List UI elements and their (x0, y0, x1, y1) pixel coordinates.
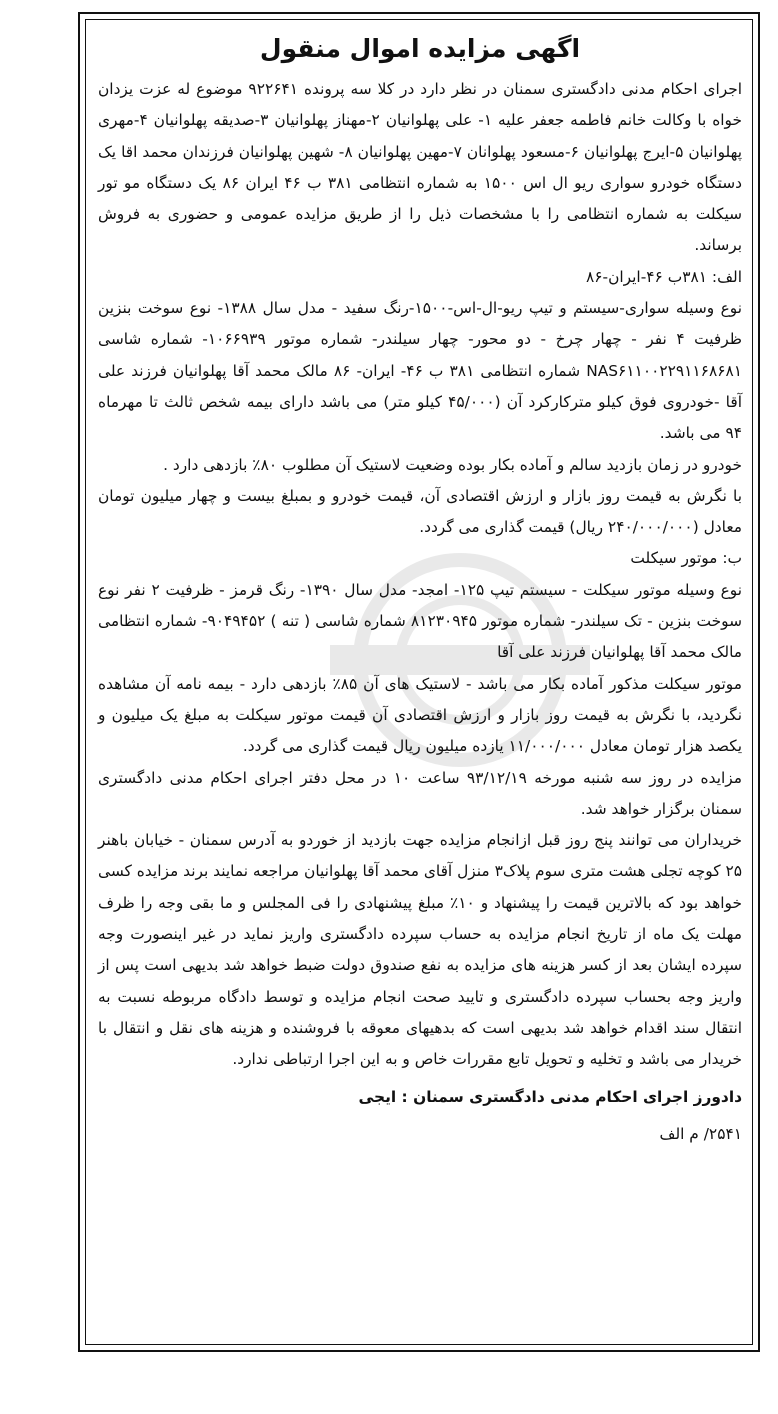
car-specs-paragraph: نوع وسیله سواری-سیستم و تیپ ریو-ال-اس-۱۵۰۰-رنگ سفید - مدل سال ۱۳۸۸- نوع سوخت بنزین ظرفیت ۴ نفر - چهار چرخ - دو محور- چهار سیلندر- شماره موتور ۱۰۶۶۹۳۹- شماره شاسی NAS۶۱۱۰۰۲۲۹۱۱۶۸۶۸۱ شماره انتظامی ۳۸۱ ب ۴۶- ایران- ۸۶ مالک محمد آقا پهلوانیان فرزند علی آقا -خودروی فوق کیلو مترکارکرد آن (۴۵/۰۰۰ کیلو متر) می باشد دارای بیمه شخص ثالث تا مهرماه ۹۴ می باشد. (98, 299, 743, 443)
car-condition-paragraph: خودرو در زمان بازدید سالم و آماده بکار بوده وضعیت لاستیک آن مطلوب ۸۰٪ بازدهی دارد . (163, 455, 742, 474)
auction-terms-paragraph: خریداران می توانند پنج روز قبل ازانجام مزایده جهت بازدید از خوردو به آدرس سمنان - خیابان باهنر ۲۵ کوچه تجلی هشت متری سوم پلاک۳ منزل آقای محمد آقا پهلوانیان مراجعه نمایند برند مزایده کسی خواهد بود که بالاترین قیمت را پیشنهاد و ۱۰٪ مبلغ پیشنهادی را فی المجلس و ما بقی وجه را ظرف مهلت یک ماه از تاریخ انجام مزایده به حساب سپرده دادگستری واریز نماید در غیر اینصورت وجه سپرده ایشان بعد از کسر هزینه های مزایده به نفع صندوق دولت ضبط خواهد شد بدیهی است پس از واریز وجه بحساب سپرده دادگستری و تایید صحت انجام مزایده و توسط دادگاه مربوطه نسبت به انتقال سند اقدام خواهد شد بدیهی است که بدهیهای معوقه با فروشنده و هزینه های نقل و انتقال با خریدار می باشد و تخلیه و تحویل تابع مقررات خاص و به این اجرا ارتباطی ندارد. (98, 831, 743, 1069)
reference-number: ۲۵۴۱/ م الف (659, 1124, 742, 1143)
notice-title: اگهی مزایده اموال منقول (259, 34, 581, 63)
motorcycle-price-paragraph: موتور سیکلت مذکور آماده بکار می باشد - لاستیک های آن ۸۵٪ بازدهی دارد - بیمه نامه آن مشاهده نگردید، با نگرش به قیمت روز بازار و ارزش اقتصادی آن قیمت موتور سیکلت به مبلغ یک میلیون و یکصد هزار تومان معادل ۱۱/۰۰۰/۰۰۰ یازده میلیون ریال قیمت گذاری می گردد. (98, 674, 742, 756)
item-a-heading: الف: ۳۸۱ب ۴۶-ایران-۸۶ (585, 267, 742, 286)
item-b-heading: ب: موتور سیکلت (630, 549, 742, 568)
notice-content (98, 30, 742, 1150)
motorcycle-specs-paragraph: نوع وسیله موتور سیکلت - سیستم تیپ ۱۲۵- امجد- مدل سال ۱۳۹۰- رنگ قرمز - ظرفیت ۲ نفر نوع سوخت بنزین - تک سیلندر- شماره موتور ۸۱۲۳۰۹۴۵ شماره شاسی ( تنه ) ۹۰۴۹۴۵۲- شماره انتظامی مالک محمد آقا پهلوانیان فرزند علی آقا (98, 580, 743, 662)
signature: دادورز اجرای احکام مدنی دادگستری سمنان : ایجی (358, 1087, 742, 1106)
auction-date-paragraph: مزایده در روز سه شنبه مورخه ۹۳/۱۲/۱۹ ساعت ۱۰ در محل دفتر اجرای احکام مدنی دادگستری سمنان برگزار خواهد شد. (98, 768, 742, 818)
intro-paragraph: اجرای احکام مدنی دادگستری سمنان در نظر دارد در کلا سه پرونده ۹۲۲۶۴۱ موضوع له عزت یزدان خواه با وکالت خانم فاطمه جعفر علیه ۱- علی پهلوانیان ۲-مهناز پهلوانیان ۳-صدیقه پهلوانیان ۴-مهری پهلوانیان ۵-ایرج پهلوانیان ۶-مسعود پهلوانان ۷-مهین پهلوانیان ۸- شهین پهلوانیان فرزندان محمد اقا یک دستگاه خودرو سواری ریو ال اس ۱۵۰۰ به شماره انتظامی ۳۸۱ ب ۴۶ ایران ۸۶ یک دستگاه مو تور سیکلت به شماره انتظامی را با مشخصات ذیل را از طریق مزایده عمومی و حضوری به فروش برساند. (98, 80, 743, 255)
car-price-paragraph: با نگرش به قیمت روز بازار و ارزش اقتصادی آن، قیمت خودرو و بمبلغ بیست و چهار میلیون تومان معادل (۲۴۰/۰۰۰/۰۰۰ ریال) قیمت گذاری می گردد. (98, 486, 742, 537)
